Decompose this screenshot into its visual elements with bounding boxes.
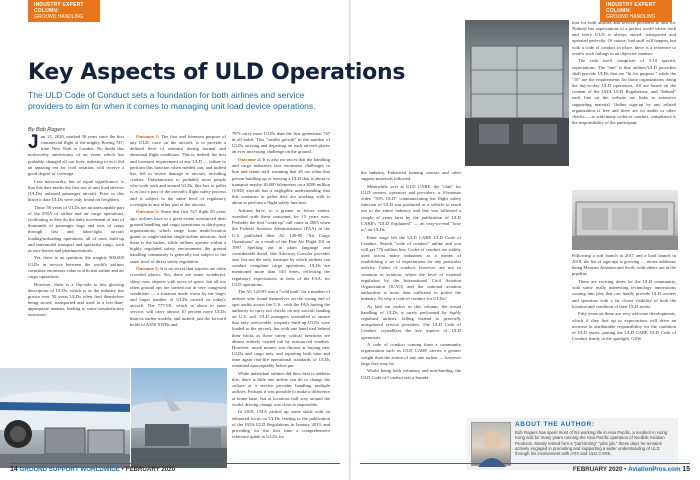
publication-name: GROUND SUPPORT WORLDWIDE [19,466,120,473]
footer-left [10,466,175,473]
page-number-left: 14 [10,466,18,473]
paragraph-text: service providers. The ULD Code of Conduct crystallizes the key aspects of ULD operations. [361,322,461,340]
section-tab-left [28,0,100,22]
photo-uld-containers [465,20,569,166]
paragraph: Enter stage left the ULD CARE ULD Code of Conduct. Search "code of conduct" online and you will get 776 million hits. Codes of conduct are widely used across many industries as a means of establishing a set of expectations for any particular activity. Codes of conduct, however, are not so common in aviation, where the level of external regulation by the International Civil Aviation Organization (ICAO) and the national aviation authorities is more than sufficient to police the industry. So why a code of conduct for ULDs? [361,234,461,302]
photo-aircraft-loader-illustration [131,368,227,468]
paragraph-text: It is also no secret that the handling and cargo industries face enormous challenges to hire and retain staff, meaning that all too often that person building up or moving a ULD that is about to transport maybe 10,000 kilometers on a $200 million (USD) aircraft has a negligible understanding that this container or pallet they are working with is about to perform a flight safety function. [232,157,330,206]
body-column-2 [130,134,226,364]
paragraph-text: Since that first 747 flight 50 years ago, airlines have to a great extent outsourced their ground handling and cargo operations to third-party organizations, which range from multi-location giants to single-station single-airline missions. And there is the kicker, while airlines operate within a highly regulated safety environment, the ground handling community is generally not subject to the same level of direct safety regulation. [130,209,226,264]
paragraph-text: As laid out earlier in this column, the actual handling of ULDs is rarely performed by [361,303,461,315]
paragraph: The AC 120-85 was a "cold bath" for a number of airlines who found themselves on the wrong end of spot audits across the U.S., with the FAA having the authority to carry out checks on any aircraft landing on U.S. soil. ULD managers scrambled to ensure that only serviceable, properly built-up ULDs were loaded to the aircraft, but with one hand tied behind their backs as these safety critical functions are almost entirely carried out by outsourced vendors. However, much money was thrown at buying new ULDs and cargo nets, and repairing both time and time again real-life operational standards of ULDs remained unacceptably below par. [232,289,330,369]
paragraph-text: The first and foremost purpose of any ULD, once on the aircraft, is to provide a defined level of restraint during normal and abnormal flight conditions. This is, indeed, the first and foremost requirement of any ULD — failure to perform this function when needed can, and indeed has, led to severe damage to aircraft, including crashes. Unbeknownst to probably most people who work with and around ULDs, this box or pallet is in fact a part of the aircraft's flight safety process and is subject to the same level of regulatory oversight as any other part of the aircraft. [130,134,226,207]
author-avatar-illustration [472,423,512,467]
photo-uld-containers-illustration [465,20,569,166]
footer-separator: • [624,466,627,473]
paragraph: However, there is a flip-side to this glowing description of ULDs, which is as the industry has grown over 50 years ULDs often find themselves being stored, transported and used in a less-than-appropriate manner, leading to some unsatisfactory outcomes. [28,281,124,318]
photo-uld-pallet-illustration [572,190,678,250]
paragraph: Fifty years on these are very welcome developments, which if they line up to expectations will drive an increase in attributable responsibility for the condition of ULD assets, putting the ULD CARE ULD Code of Conduct firmly in the spotlight. GSW [572,311,676,342]
tab-left-line2: COLUMN: [34,8,60,14]
body-column-3 [232,131,330,476]
paragraph: Airlines have, to a greater or lesser extent, wrestled with these outcomes for 15 years now. Probably the first "wake up" call came in 2005 when the Federal Aviation Administration (FAA) in the U.S. published their AC 120-85 "Air Cargo Operations" as a result of the Fine Air Flight 101 in 1997. Spelling out in plain language and considerable detail, this Advisory Circular provides one, but not the only, measure by which airlines can conduct compliant cargo operations. ULDs are mentioned more than 150 times, reflecting the regulatory expectations, at least of the FAA, for ULD operations. [232,207,330,287]
footer-right [573,466,690,473]
photo-aircraft-nose-uld-illustration [0,368,130,468]
tab-right-line2: COLUMN: [606,8,632,14]
article-title: Key Aspects of ULD Operations [28,60,406,85]
footer-rule-left [10,463,340,464]
photo-uld-pallet [572,190,678,250]
page-number-right: 15 [682,466,690,473]
paragraph: Following a soft launch in 2017 and a hard launch in 2018, the list of sign-ups is growing — recent additions being Menzies Aviation and Swift, with others are in the pipeline. [572,253,676,277]
body-column-1 [28,134,124,364]
section-tab-right [600,0,672,22]
body-column-4 [361,170,461,462]
paragraph: A code of conduct coming from a community organization such as ULD CARE carries a greater weight than the action of any one airline — however large they may be. [361,342,461,366]
website-link[interactable]: AviationPros.com [628,466,681,473]
emphasis-text: generally unregulated [361,316,461,328]
drop-cap: J [28,134,39,153]
paragraph [28,134,124,177]
paragraph: Less noteworthy, but of equal significance, is that this date marks the first use of unit load devices (ULDs) onboard passenger aircraft. Prior to this historic date ULDs were only found on freighters. [28,178,124,203]
paragraph: These are exciting times for the ULD community, with some really interesting technology innovations coming into play that can finally provide ULD owners and operators with a far closer visibility of both the location and condition of their ULD assets. [572,279,676,309]
article-deck: The ULD Code of Conduct sets a foundation for both airlines and service providers to aim for when it comes to managing unit load device operations. [28,90,316,111]
outcome-label: Outcome 1: [136,134,160,139]
paragraph: 787s carry more ULDs than the first generation 747 in all holds. This "stealth growth" in the number of ULDs arriving and departing on each aircraft places an ever increasing challenge on the ground. [232,131,330,155]
about-body: Bob Rogers has spent most of his working life in Asia Pacific, a resident in Hong Kong and for many years running the Asia Pacific operation of Nordisk Aviation Products. Mostly retired he's a "part-timing" "jobs job," these days he remains actively engaged in promoting and supporting a wider understanding of ULD through his involvement with IATA and ULD CARE. [515,430,668,457]
paragraph: The code itself comprises of 3-10 specific expectations. The "one" is that airlines/ULD providers shall provide ULDs that are "fit for purpose," while the "10" are the requirements for those organizations doing the day-to-day ULD operations. All are based on the content of the IATA ULD Regulations, and "behind" each line on the website are links to extensive supporting material. Online sign-up by any related organization is free and there are no audits or other checks — as with many codes of conduct, compliance is the responsibility of the participant. [572,58,676,125]
emphasis-text: highly regulated [361,309,461,322]
paragraph: Meanwhile over at ULD CARE, the "club" for ULD owners, operators and providers, a 10-minute video "50% ULD" communicating the flight safety function of ULD was produced as a vehicle to reach out to the entire industry, and this was followed a couple of years later by the publication of ULD CARE's "ULD Explained" — an easy-to-read "how to" on ULDs. [361,183,461,232]
tab-right-line1: INDUSTRY EXPERT [606,2,656,8]
footer-rule-right [360,463,690,464]
paragraph [130,134,226,208]
paragraph: In 2018, IATA picked up some slack with an enhanced focus on ULDs, leading to the publication of the IATA ULD Regulations in January 2019, and providing for the first time a comprehensive reference guide to ULDs for [232,409,330,439]
paragraph: Yet, there is no question, the roughly 900,000 ULDs in service between the world's airlines constitute enormous value to efficient airline and air cargo operations. [28,255,124,279]
paragraph: Whilst being both voluntary and non-binding, the ULD Code of Conduct sets a founda- [361,368,461,380]
paragraph [130,209,226,264]
paragraph-text: airlines, falling instead to [382,316,440,322]
tab-left-line3: GROUND HANDLING [34,14,84,20]
footer-separator: • [121,466,124,473]
body-column-5 [572,20,676,188]
paragraph: the industry. Enhanced training courses and other support materials followed. [361,170,461,182]
body-column-6 [572,253,676,415]
about-heading: ABOUT THE AUTHOR: [515,421,595,428]
paragraph [130,266,226,328]
outcome-label: Outcome 3: [136,266,159,272]
outcome-label: Outcome 4: [238,157,262,163]
photo-aircraft-nose-uld [0,368,130,468]
issue-month-left: FEBRUARY 2020 [125,466,176,473]
photo-aircraft-loader [131,368,227,468]
outcome-label: Outcome 2: [136,209,160,215]
paragraph [232,157,330,206]
tab-left-line1: INDUSTRY EXPERT [34,2,84,8]
paragraph-text: It is no secret that airports are often crowded places. Yes, there are some wonderful, shiny, new airports with acres of space, but all too often ground ops are carried out in very congested conditions — a situation made worse by the larger and larger number of ULDs carried on today's aircraft. The 777-9X, which is about to enter service, will carry almost 10 percent more ULDs than its earlier models, and indeed, just the forward holds of A350 XWBs and [130,266,226,327]
issue-month-right: FEBRUARY 2020 [572,466,623,473]
author-avatar [471,422,511,466]
paragraph [361,304,461,341]
paragraph-text: an. 21, 2020, marked 50 years since the first commercial flight of the mighty Boeing 747, from New York to London. No doubt this noteworthy anniversary of an event which has probably changed all our lives, ushering in as it did an amazing era for civil aviation, will receive a good degree of coverage. [28,134,124,176]
paragraph: tion for both airlines and service providers to aim for. Nobody has expectations of a perfect world where each and every ULD is always stored, transported and operated perfectly. Of course, bad stuff will happen, but with a code of conduct in place, there is a reference to review such failings in an objective manner. [572,20,676,56]
article-byline: By Bob Rogers [28,127,65,133]
paragraph: Those 50 years of ULDs are an unescapable part of the DNA of airline and air cargo operations, facilitating as they do the daily movement of tens of thousands of passenger bags and tons of cargo through fast and labor-light aircraft loading/unloading operations, all of most built-up and intermodal transport and specialist cargo, such as race horses and pharmaceuticals. [28,204,124,253]
paragraph: While individual airlines did their best to address this, there is little one airline can do to change the culture at a service provider handling multiple airlines. Perhaps it was possible to make a difference at home base, but at locations half way around the world, driving change was close to impossible. [232,370,330,407]
tab-right-line3: GROUND HANDLING [606,14,656,20]
